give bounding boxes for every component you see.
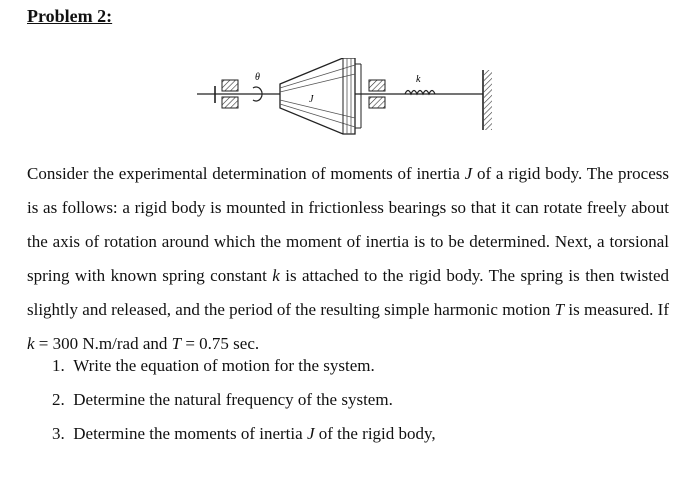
list-item: 1. Write the equation of motion for the system.	[52, 356, 375, 375]
torsional-pendulum-diagram	[195, 58, 495, 138]
problem-title: Problem 2:	[27, 6, 113, 26]
problem-description: Consider the experimental determination of moments of inertia J of a rigid body. The process is as follows: a rigid body is mounted in frictionless bearings so that it can rotate freely about the axis of rotation around which the moment of inertia is to be determined. Next, a torsional spring with known spring constant k is attached to the rigid body. The spring is then twisted slightly and released, and the period of the resulting simple harmonic motion T is measured. If k = 300 N.m/rad and T = 0.75 sec.	[27, 164, 669, 353]
rigid-body	[280, 58, 361, 134]
fixed-wall	[483, 70, 492, 130]
theta-label: θ	[255, 72, 260, 83]
list-item: 2. Determine the natural frequency of the system.	[52, 390, 393, 409]
task-list	[52, 349, 436, 451]
inertia-label: J	[309, 94, 314, 105]
spring-constant-label: k	[416, 74, 421, 85]
list-item: 3. Determine the moments of inertia J of the rigid body,	[52, 424, 436, 443]
